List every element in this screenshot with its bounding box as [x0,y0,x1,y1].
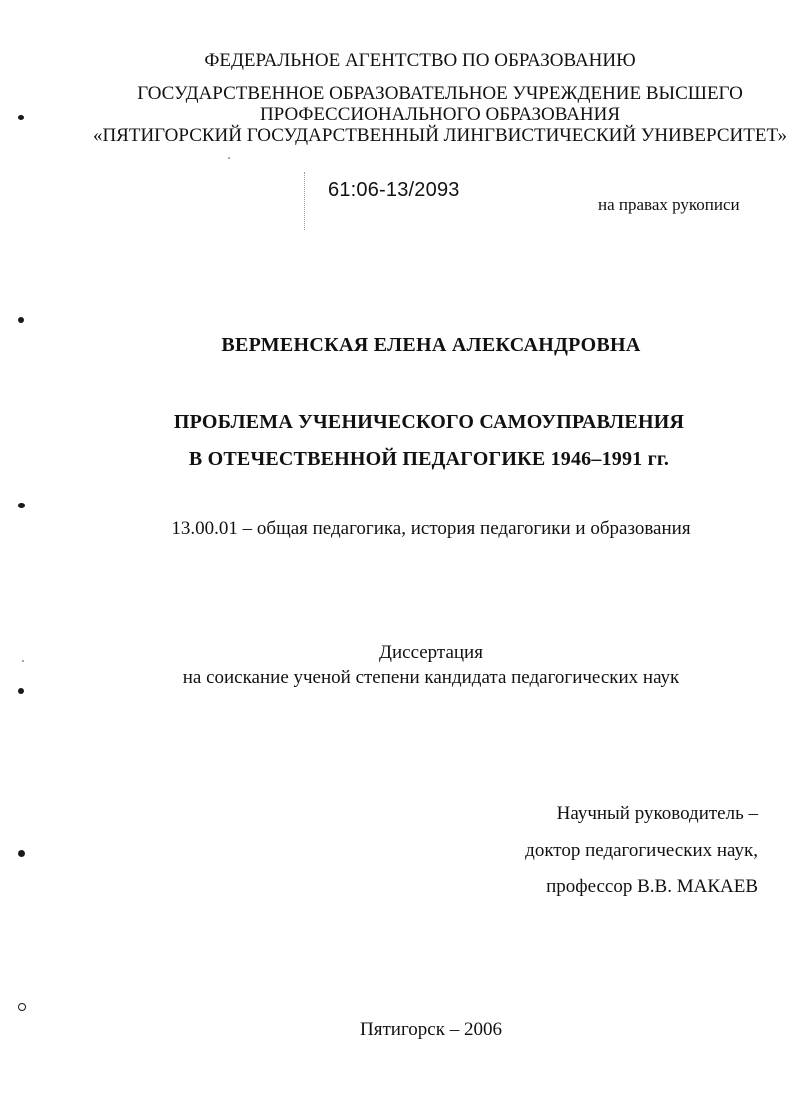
agency-name: ФЕДЕРАЛЬНОЕ АГЕНТСТВО ПО ОБРАЗОВАНИЮ [204,50,636,71]
specialty-code: 13.00.01 – общая педагогика, история педагогики и образования [171,518,691,539]
binder-hole-mark [18,850,25,857]
institution-type-line1: ГОСУДАРСТВЕННОЕ ОБРАЗОВАТЕЛЬНОЕ УЧРЕЖДЕНИЕ ВЫСШЕГО [137,83,743,104]
city-year: Пятигорск – 2006 [360,1019,502,1040]
supervisor-degree: доктор педагогических наук, [525,840,758,861]
supervisor-name: профессор В.В. МАКАЕВ [546,876,758,897]
scan-speck [22,660,24,662]
degree-statement: на соискание ученой степени кандидата педагогических наук [182,667,680,688]
binder-hole-mark [18,688,24,694]
university-name: «ПЯТИГОРСКИЙ ГОСУДАРСТВЕННЫЙ ЛИНГВИСТИЧЕСКИЙ УНИВЕРСИТЕТ» [92,125,788,146]
dissertation-label: Диссертация [379,642,483,663]
catalog-code: 61:06-13/2093 [328,179,460,201]
binder-hole-mark [18,1003,26,1011]
scan-speck [228,157,230,159]
scan-margin-line [304,172,306,230]
author-name: ВЕРМЕНСКАЯ ЕЛЕНА АЛЕКСАНДРОВНА [221,334,641,356]
binder-hole-mark [18,317,24,323]
manuscript-rights-note: на правах рукописи [598,195,740,214]
thesis-title-line1: ПРОБЛЕМА УЧЕНИЧЕСКОГО САМОУПРАВЛЕНИЯ [173,411,685,433]
thesis-title-line2: В ОТЕЧЕСТВЕННОЙ ПЕДАГОГИКЕ 1946–1991 гг. [188,448,670,470]
binder-hole-mark [18,115,24,120]
supervisor-role: Научный руководитель – [556,803,758,824]
binder-hole-mark [18,503,25,508]
institution-type-line2: ПРОФЕССИОНАЛЬНОГО ОБРАЗОВАНИЯ [259,104,621,125]
